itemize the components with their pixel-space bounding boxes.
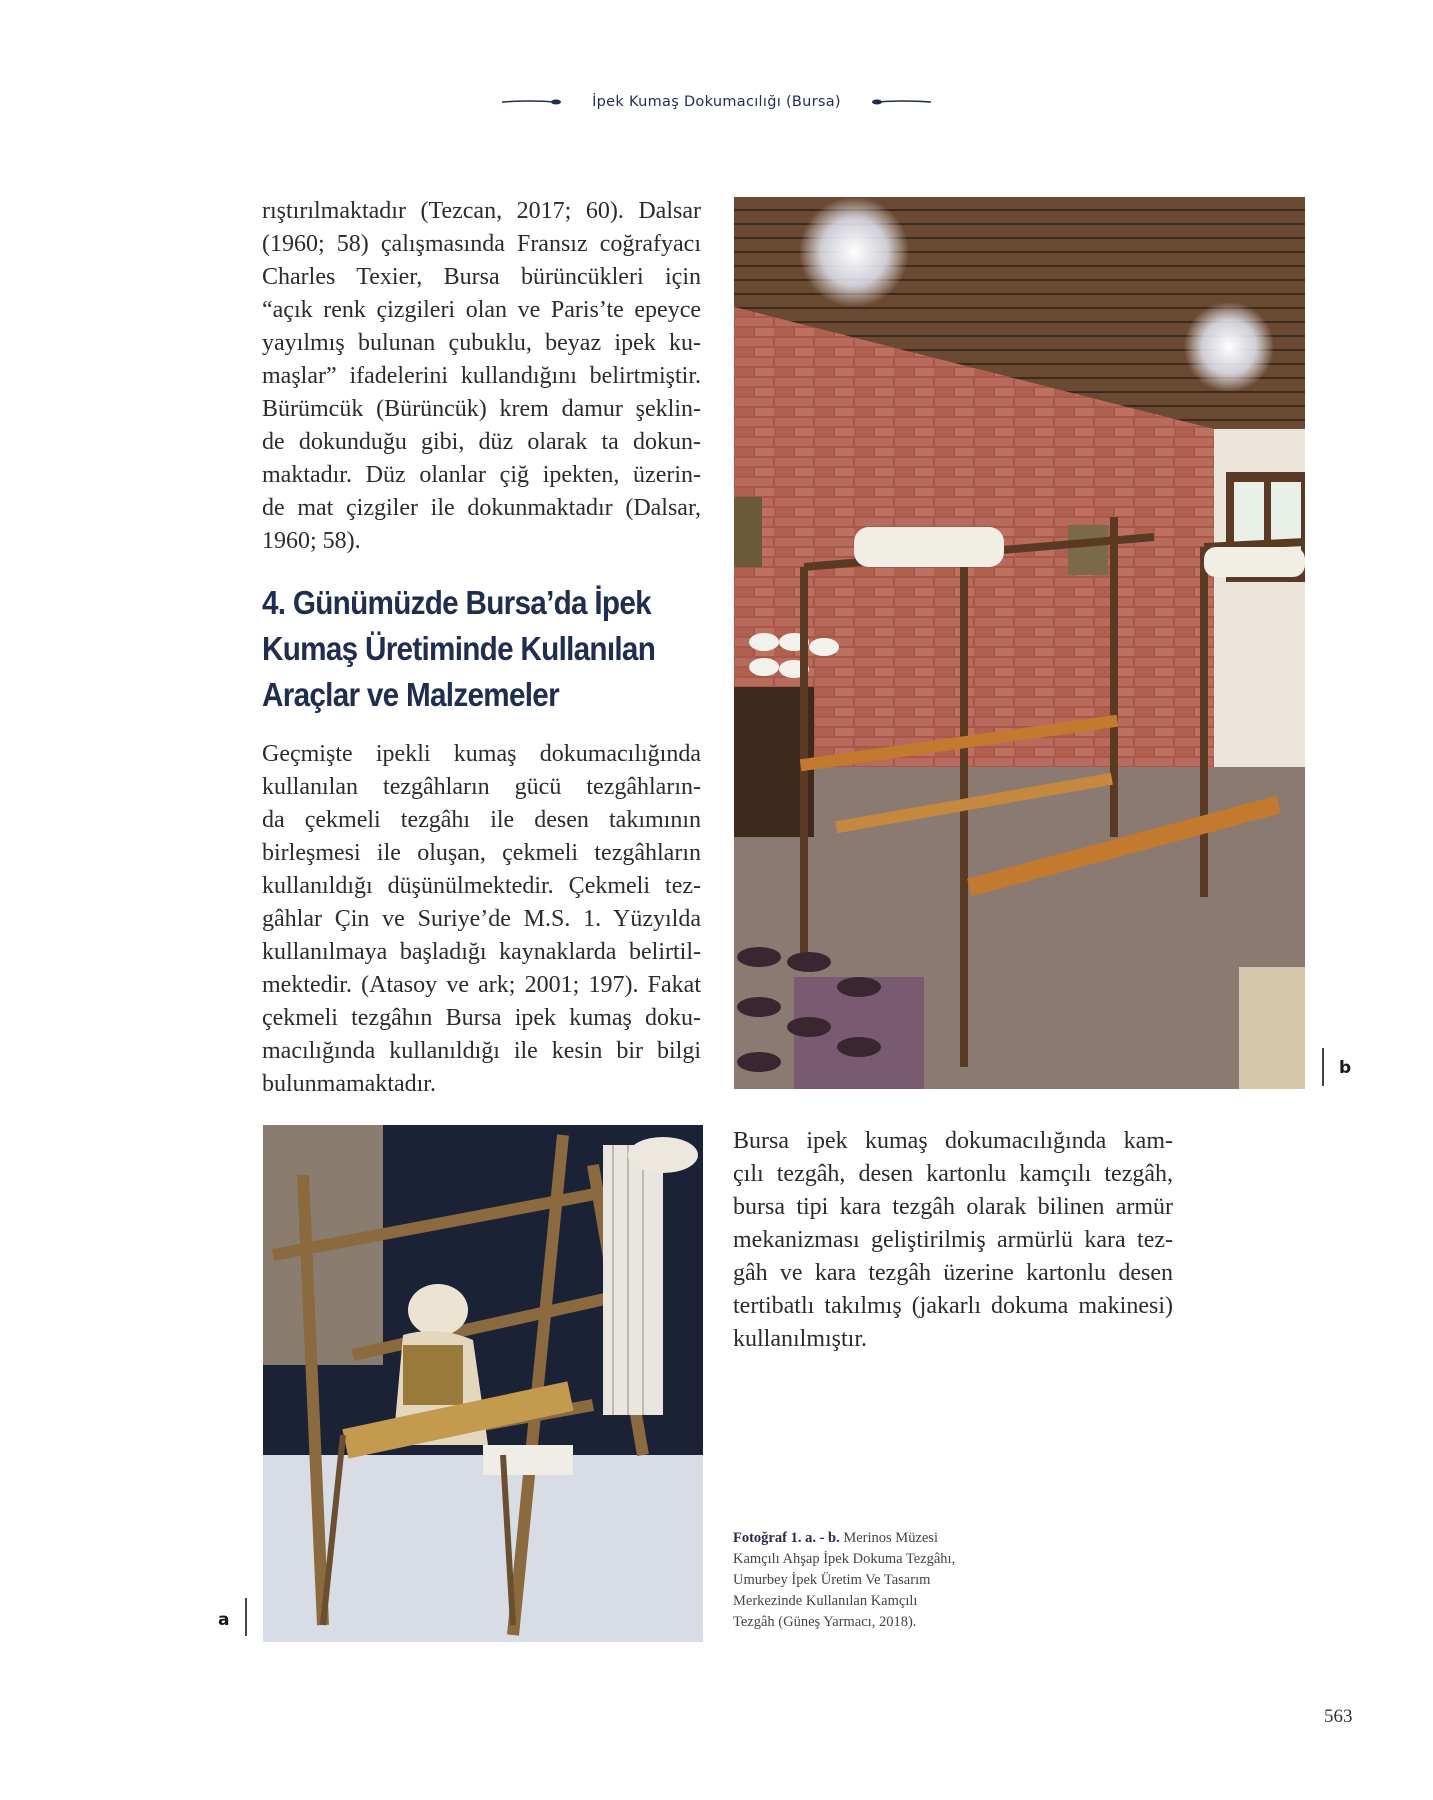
text-line: Bursa ipek kumaş dokumacılığında kam- [733,1128,1173,1154]
label-rule-b [1322,1048,1324,1086]
text-line: bulunmamaktadır. [262,1071,436,1097]
caption-line: Umurbey İpek Üretim Ve Tasarım [733,1572,931,1588]
text-line: bursa tipi kara tezgâh olarak bilinen armür [733,1194,1173,1220]
page-number: 563 [1324,1706,1353,1727]
caption-line [733,1528,1033,1549]
heading-line: Araçlar ve Malzemeler [262,676,559,713]
text-line: gâhlar Çin ve Suriye’de M.S. 1. Yüzyılda [262,906,701,932]
text-line: de dokunduğu gibi, düz olarak ta dokun- [262,429,701,455]
photo-label-a: a [218,1610,230,1630]
text-line: Charles Texier, Bursa bürüncükleri için [262,264,701,290]
text-line: maşlar” ifadelerini kullandığını belirtmiştir. [262,363,701,389]
text-line: çılı tezgâh, desen kartonlu kamçılı tezgâh, [733,1161,1173,1187]
text-line: 1960; 58). [262,528,361,554]
text-line: “açık renk çizgileri olan ve Paris’te epeyce [262,297,701,323]
text-line: kullanılmıştır. [733,1326,868,1352]
text-line: gâh ve kara tezgâh üzerine kartonlu desen [733,1260,1173,1286]
text-line: kullanılmaya başladığı kaynaklarda belirtil- [262,939,701,965]
caption-line: Tezgâh (Güneş Yarmacı, 2018). [733,1614,917,1630]
header-ornament-right [871,96,931,108]
photo-a-wooden-loom [263,1125,703,1642]
section-heading [262,580,676,718]
text-line: (1960; 58) çalışmasında Fransız coğrafyacı [262,231,701,257]
text-line: kullanılan tezgâhların gücü tezgâhların- [262,774,701,800]
text-line: kullanıldığı düşünülmektedir. Çekmeli tez- [262,873,701,899]
text-line: macılığında kullanıldığı ile kesin bir bilgi [262,1038,701,1064]
text-line: da çekmeli tezgâhı ile desen takımının [262,807,701,833]
text-line: mektedir. (Atasoy ve ark; 2001; 197). Fakat [262,972,701,998]
heading-line: Kumaş Üretiminde Kullanılan [262,630,656,667]
header-ornament-left [502,96,562,108]
text-line: rıştırılmaktadır (Tezcan, 2017; 60). Dalsar [262,198,701,224]
heading-line: 4. Günümüzde Bursa’da İpek [262,584,651,621]
caption-label: Fotoğraf 1. a. - b. [733,1530,840,1546]
caption-text: Merinos Müzesi [839,1530,938,1546]
label-rule-a [245,1598,247,1636]
text-line: maktadır. Düz olanlar çiğ ipekten, üzerin- [262,462,701,488]
photo-label-b: b [1339,1058,1352,1078]
text-line: tertibatlı takılmış (jakarlı dokuma makinesi) [733,1293,1173,1319]
paragraph-1 [262,195,701,558]
text-line: birleşmesi ile oluşan, çekmeli tezgâhların [262,840,701,866]
text-line: de mat çizgiler ile dokunmaktadır (Dalsar, [262,495,701,521]
text-line: yayılmış bulunan çubuklu, beyaz ipek ku- [262,330,701,356]
caption-line: Kamçılı Ahşap İpek Dokuma Tezgâhı, [733,1551,956,1567]
caption-line: Merkezinde Kullanılan Kamçılı [733,1593,918,1609]
paragraph-3 [733,1125,1173,1356]
running-header-title: İpek Kumaş Dokumacılığı (Bursa) [592,94,841,110]
running-header [0,90,1433,114]
text-line: Geçmişte ipekli kumaş dokumacılığında [262,741,701,767]
photo-b-loom-workshop [734,197,1305,1089]
figure-caption [733,1528,1033,1633]
text-line: çekmeli tezgâhın Bursa ipek kumaş doku- [262,1005,701,1031]
text-line: Bürümcük (Bürüncük) krem damur şeklin- [262,396,701,422]
text-line: mekanizması geliştirilmiş armürlü kara tez- [733,1227,1173,1253]
paragraph-2 [262,738,701,1101]
